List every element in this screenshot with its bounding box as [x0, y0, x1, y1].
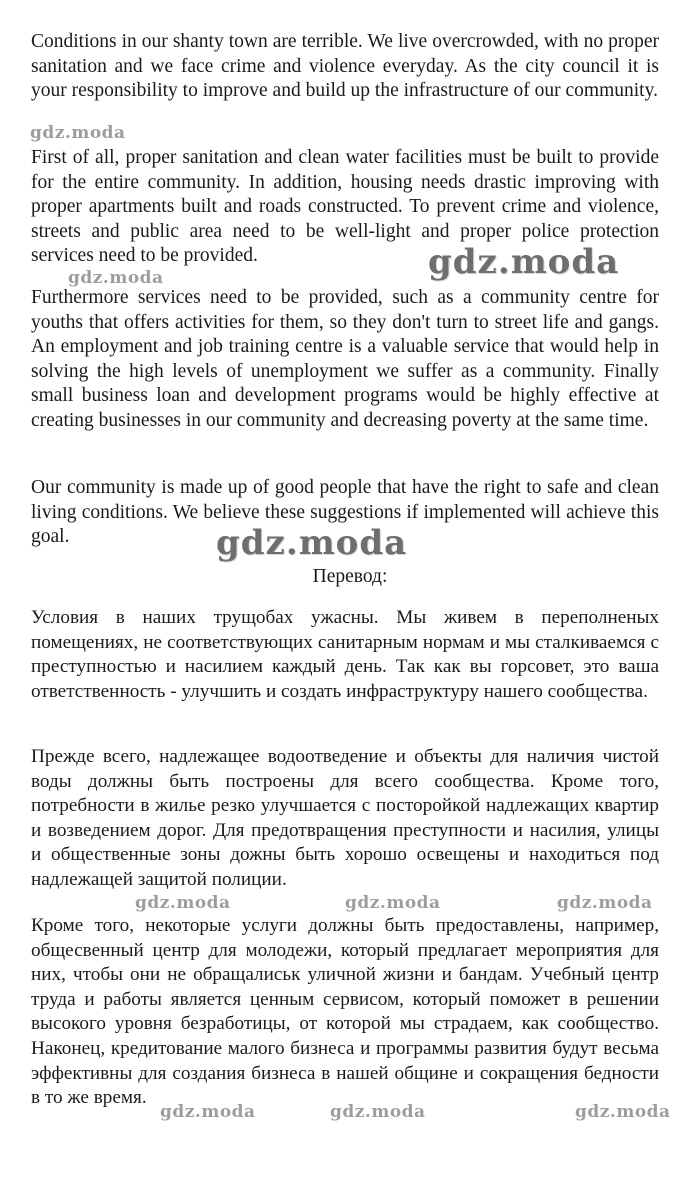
russian-paragraph-1: Условия в наших трущобах ужасны. Мы живем в переполненых помещениях, не соответствующих санитарным нормам и мы сталкиваемся с преступностью и насилием каждый день. Так как вы горсовет, это ваша ответственность - улучшить и создать инфраструктуру нашего сообщества.: [31, 607, 659, 702]
watermark: gdz.moda: [30, 123, 126, 143]
watermark: gdz.moda: [428, 242, 620, 282]
russian-paragraph-2: Прежде всего, надлежащее водоотведение и объекты для наличия чистой воды должны быть построены для всего сообщества. Кроме того, потребности в жилье резко улучшается с посторойкой надлежащих квартир и возведением дорог. Для предотвращения преступности и насилия, улицы и общественные зоны дожны быть хорошо освещены и находиться под надлежащей защитой полиции.: [31, 746, 659, 890]
watermark: gdz.moda: [330, 1102, 426, 1122]
watermark: gdz.moda: [216, 523, 408, 563]
english-paragraph-4: Our community is made up of good people that have the right to safe and clean living conditions. We believe these suggestions if implemented will achieve this goal.: [31, 477, 659, 548]
watermark: gdz.moda: [135, 893, 231, 913]
russian-paragraph-3: Кроме того, некоторые услуги должны быть предоставлены, например, общесвенный центр для молодежи, который предлагает мероприятия для них, чтобы они не обращалиськ уличной жизни и бандам. Учебный центр труда и работы является ценным сервисом, который поможет в решении высокого уровня безработицы, от которой мы страдаем, как сообщество. Наконец, кредитование малого бизнеса и программы развития будут весьма эффективны для создания бизнеса в нашей общине и сокращения бедности в то же время.: [31, 915, 659, 1109]
watermark: gdz.moda: [160, 1102, 256, 1122]
watermark: gdz.moda: [345, 893, 441, 913]
watermark: gdz.moda: [557, 893, 653, 913]
translation-heading: Перевод:: [312, 566, 388, 587]
english-paragraph-1: Conditions in our shanty town are terrible. We live overcrowded, with no proper sanitation and we face crime and violence everyday. As the city council it is your responsibility to improve and build up the infrastructure of our community.: [31, 31, 659, 102]
watermark: gdz.moda: [68, 268, 164, 288]
english-paragraph-2: First of all, proper sanitation and clean water facilities must be built to provide for the entire community. In addition, housing needs drastic improving with proper apartments built and roads constructed. To prevent crime and violence, streets and public area need to be well-light and proper police protection services need to be provided.: [31, 147, 659, 267]
english-paragraph-3: Furthermore services need to be provided, such as a community centre for youths that offers activities for them, so they don't turn to street life and gangs. An employment and job training centre is a valuable service that would help in solving the high levels of unemployment we suffer as a community. Finally small business loan and development programs would be highly effective at creating businesses in our community and decreasing poverty at the same time.: [31, 287, 659, 431]
watermark: gdz.moda: [575, 1102, 671, 1122]
